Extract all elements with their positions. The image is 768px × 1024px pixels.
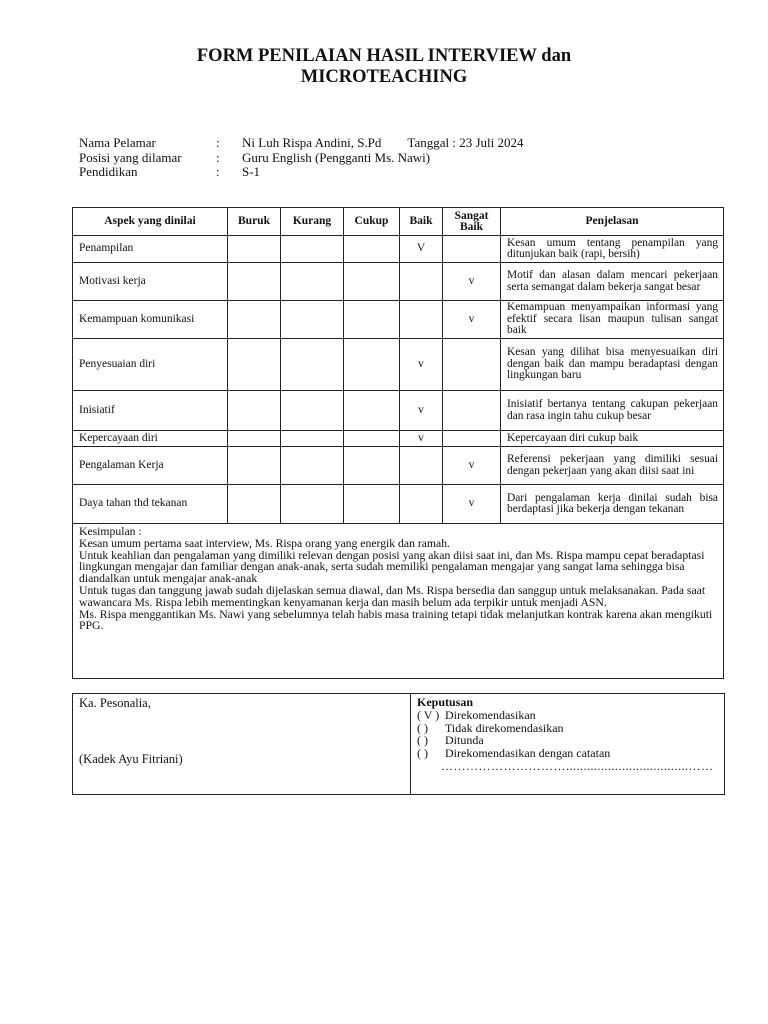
mark-baik: v [400, 339, 443, 391]
posisi-label: Posisi yang dilamar [79, 149, 182, 165]
nama-label: Nama Pelamar [79, 135, 156, 150]
mark-baik: v [400, 431, 443, 447]
mark-buruk [228, 485, 281, 524]
mark-buruk [228, 447, 281, 485]
decision-checkbox[interactable]: ( V ) [417, 707, 440, 722]
mark-buruk [228, 339, 281, 391]
header-sangat-baik: Sangat Baik [443, 208, 501, 236]
colon: : [216, 135, 220, 150]
mark-baik: V [400, 236, 443, 263]
header-kurang: Kurang [281, 208, 344, 236]
mark-buruk [228, 236, 281, 263]
decision-option-label: Tidak direkomendasikan [445, 720, 564, 735]
evaluation-table [72, 207, 724, 679]
aspek-cell: Daya tahan thd tekanan [73, 485, 228, 524]
header-penjelasan: Penjelasan [501, 208, 724, 236]
table-row [73, 301, 724, 339]
aspek-cell: Kemampuan komunikasi [73, 301, 228, 339]
aspek-cell: Penampilan [73, 236, 228, 263]
mark-kurang [281, 431, 344, 447]
decision-checkbox[interactable]: ( ) [417, 733, 428, 748]
mark-sangat-baik [443, 339, 501, 391]
mark-baik [400, 263, 443, 301]
table-row [73, 236, 724, 263]
table-row [73, 431, 724, 447]
signature-role: Ka. Pesonalia, [79, 696, 151, 710]
kesimpulan-paragraph: Kesan umum pertama saat interview, Ms. Rispa orang yang energik dan ramah. [79, 536, 450, 550]
mark-cukup [344, 431, 400, 447]
form-title [0, 46, 768, 88]
kesimpulan-paragraph: Untuk tugas dan tanggung jawab sudah dijelaskan semua diawal, dan Ms. Rispa bersedia dan sanggup untuk melaksanakan. Pada saat wawancara Ms. Rispa lebih mementingkan kenyamanan kerja dan masih belum ada terpikir untuk menjadi ASN. [79, 583, 706, 609]
header-buruk: Buruk [228, 208, 281, 236]
mark-kurang [281, 391, 344, 431]
table-row [73, 339, 724, 391]
tanggal: Tanggal : 23 Juli 2024 [407, 135, 524, 150]
decision-option-label: Ditunda [445, 733, 484, 748]
mark-buruk [228, 263, 281, 301]
table-header-row [73, 208, 724, 236]
mark-sangat-baik: v [443, 447, 501, 485]
decision-checkbox[interactable]: ( ) [417, 746, 428, 761]
table-row [73, 485, 724, 524]
title-line-2: MICROTEACHING [300, 67, 468, 87]
penjelasan-cell: Kesan umum tentang penampilan yang ditunjukan baik (rapi, bersih) [501, 236, 724, 263]
info-row-posisi [79, 151, 524, 166]
mark-cukup [344, 485, 400, 524]
notes-dotted-line[interactable]: …………………………...................................…… [441, 758, 714, 773]
aspek-cell: Motivasi kerja [73, 263, 228, 301]
mark-kurang [281, 339, 344, 391]
mark-kurang [281, 301, 344, 339]
decision-title: Keputusan [417, 695, 474, 709]
mark-sangat-baik [443, 391, 501, 431]
mark-baik [400, 301, 443, 339]
penjelasan-cell: Inisiatif bertanya tentang cakupan pekerjaan dan rasa ingin tahu cukup besar [501, 391, 724, 431]
header-baik: Baik [400, 208, 443, 236]
decision-option[interactable] [417, 709, 718, 722]
kesimpulan-paragraph: Ms. Rispa menggantikan Ms. Nawi yang sebelumnya telah habis masa training tetapi tidak melanjutkan kontrak karena akan mengikuti PPG. [79, 607, 713, 633]
mark-cukup [344, 447, 400, 485]
penjelasan-cell: Referensi pekerjaan yang dimiliki sesuai dengan pekerjaan yang akan diisi saat ini [501, 447, 724, 485]
aspek-cell: Pengalaman Kerja [73, 447, 228, 485]
mark-sangat-baik [443, 431, 501, 447]
kesimpulan-paragraph: Untuk keahlian dan pengalaman yang dimiliki relevan dengan posisi yang akan diisi saat ini, dan Ms. Rispa mampu cepat beradaptasi lingkungan mengajar dan familiar dengan anak-anak, serta sudah memiliki pengalaman mengajar yang sangat lama sehingga bisa diandalkan untuk mengajar anak-anak [79, 548, 705, 586]
mark-baik: v [400, 391, 443, 431]
table-row [73, 263, 724, 301]
info-row-pendidikan [79, 165, 524, 180]
penjelasan-cell: Kepercayaan diri cukup baik [501, 431, 724, 447]
pendidikan-label: Pendidikan [79, 164, 138, 179]
mark-cukup [344, 339, 400, 391]
mark-kurang [281, 236, 344, 263]
mark-baik [400, 485, 443, 524]
kesimpulan-row [73, 524, 724, 679]
kesimpulan-label: Kesimpulan : [79, 525, 142, 538]
mark-cukup [344, 263, 400, 301]
header-cukup: Cukup [344, 208, 400, 236]
mark-buruk [228, 391, 281, 431]
mark-sangat-baik [443, 236, 501, 263]
aspek-cell: Inisiatif [73, 391, 228, 431]
mark-kurang [281, 485, 344, 524]
penjelasan-cell: Dari pengalaman kerja dinilai sudah bisa berdaptasi jika bekerja dengan tekanan [501, 485, 724, 524]
colon: : [216, 164, 220, 179]
mark-cukup [344, 391, 400, 431]
nama-value: Ni Luh Rispa Andini, S.Pd [242, 135, 382, 150]
mark-kurang [281, 447, 344, 485]
pendidikan-value: S-1 [242, 164, 261, 179]
mark-sangat-baik: v [443, 485, 501, 524]
mark-cukup [344, 236, 400, 263]
table-row [73, 391, 724, 431]
mark-kurang [281, 263, 344, 301]
signature-section [72, 693, 725, 795]
table-row [73, 447, 724, 485]
colon: : [216, 149, 220, 165]
header-aspek: Aspek yang dinilai [73, 208, 228, 236]
mark-buruk [228, 301, 281, 339]
penjelasan-cell: Kesan yang dilihat bisa menyesuaikan diri dengan baik dan mampu beradaptasi dengan lingkungan baru [501, 339, 724, 391]
mark-sangat-baik: v [443, 301, 501, 339]
decision-option-label: Direkomendasikan dengan catatan [445, 746, 611, 761]
signature-name: (Kadek Ayu Fitriani) [79, 752, 183, 766]
info-row-nama [79, 136, 524, 151]
penjelasan-cell: Kemampuan menyampaikan informasi yang efektif secara lisan maupun tulisan sangat baik [501, 301, 724, 339]
posisi-value: Guru English (Pengganti Ms. Nawi) [242, 149, 431, 165]
decision-option-label: Direkomendasikan [445, 707, 536, 722]
penjelasan-cell: Motif dan alasan dalam mencari pekerjaan serta semangat dalam bekerja sangat besar [501, 263, 724, 301]
mark-sangat-baik: v [443, 263, 501, 301]
signature-box [73, 694, 411, 794]
kesimpulan-cell [73, 524, 724, 679]
applicant-info [79, 136, 524, 180]
mark-cukup [344, 301, 400, 339]
mark-baik [400, 447, 443, 485]
aspek-cell: Penyesuaian diri [73, 339, 228, 391]
decision-box [411, 694, 724, 794]
decision-checkbox[interactable]: ( ) [417, 720, 428, 735]
aspek-cell: Kepercayaan diri [73, 431, 228, 447]
title-line-1: FORM PENILAIAN HASIL INTERVIEW dan [196, 46, 572, 66]
mark-buruk [228, 431, 281, 447]
